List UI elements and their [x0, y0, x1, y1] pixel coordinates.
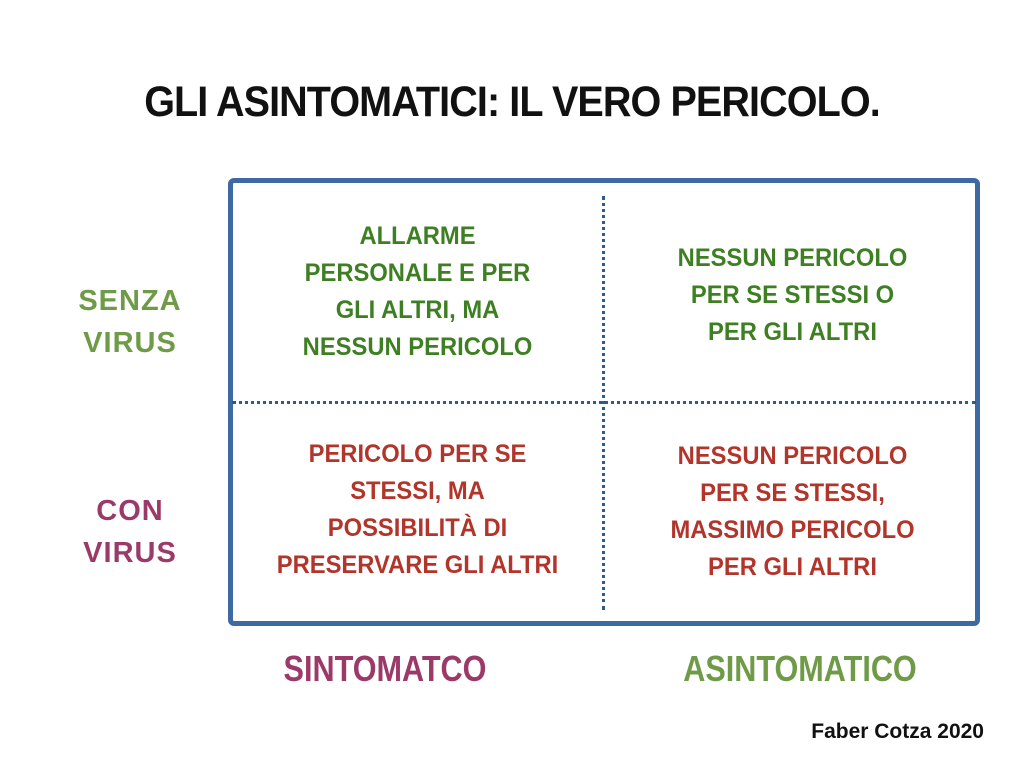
- column-label-asintomatico: ASINTOMATICO: [683, 648, 917, 689]
- cell-line: PER SE STESSI,: [700, 479, 885, 507]
- cell-bottom-left: [249, 436, 586, 584]
- row-label-con-virus: [65, 490, 195, 574]
- cell-line: PER GLI ALTRI: [708, 553, 877, 581]
- cell-line: NESSUN PERICOLO: [677, 244, 908, 272]
- row-label-line: VIRUS: [83, 327, 177, 359]
- cell-line: NESSUN PERICOLO: [677, 442, 908, 470]
- cell-line: PER GLI ALTRI: [708, 318, 877, 346]
- cell-line: PERICOLO PER SE: [308, 440, 527, 468]
- cell-line: NESSUN PERICOLO: [302, 333, 533, 361]
- cell-line: STESSI, MA: [350, 477, 485, 505]
- cell-line: POSSIBILITÀ DI: [327, 514, 508, 542]
- cell-line: PER SE STESSI O: [690, 281, 895, 309]
- row-label-line: CON: [96, 495, 164, 527]
- author-credit: Faber Cotza 2020: [811, 720, 984, 743]
- cell-line: PRESERVARE GLI ALTRI: [276, 551, 559, 579]
- cell-line: ALLARME: [359, 222, 476, 250]
- cell-line: PERSONALE E PER: [304, 259, 531, 287]
- cell-line: MASSIMO PERICOLO: [670, 516, 915, 544]
- horizontal-divider: [232, 401, 976, 404]
- row-label-line: SENZA: [78, 285, 182, 317]
- slide-title: GLI ASINTOMATICI: IL VERO PERICOLO.: [144, 78, 880, 126]
- cell-top-left: [249, 218, 586, 366]
- column-label-sintomatco: SINTOMATCO: [283, 648, 487, 689]
- cell-bottom-right: [624, 438, 961, 586]
- cell-line: GLI ALTRI, MA: [335, 296, 500, 324]
- row-label-line: VIRUS: [83, 537, 177, 569]
- cell-top-right: [624, 240, 961, 351]
- row-label-senza-virus: [65, 280, 195, 364]
